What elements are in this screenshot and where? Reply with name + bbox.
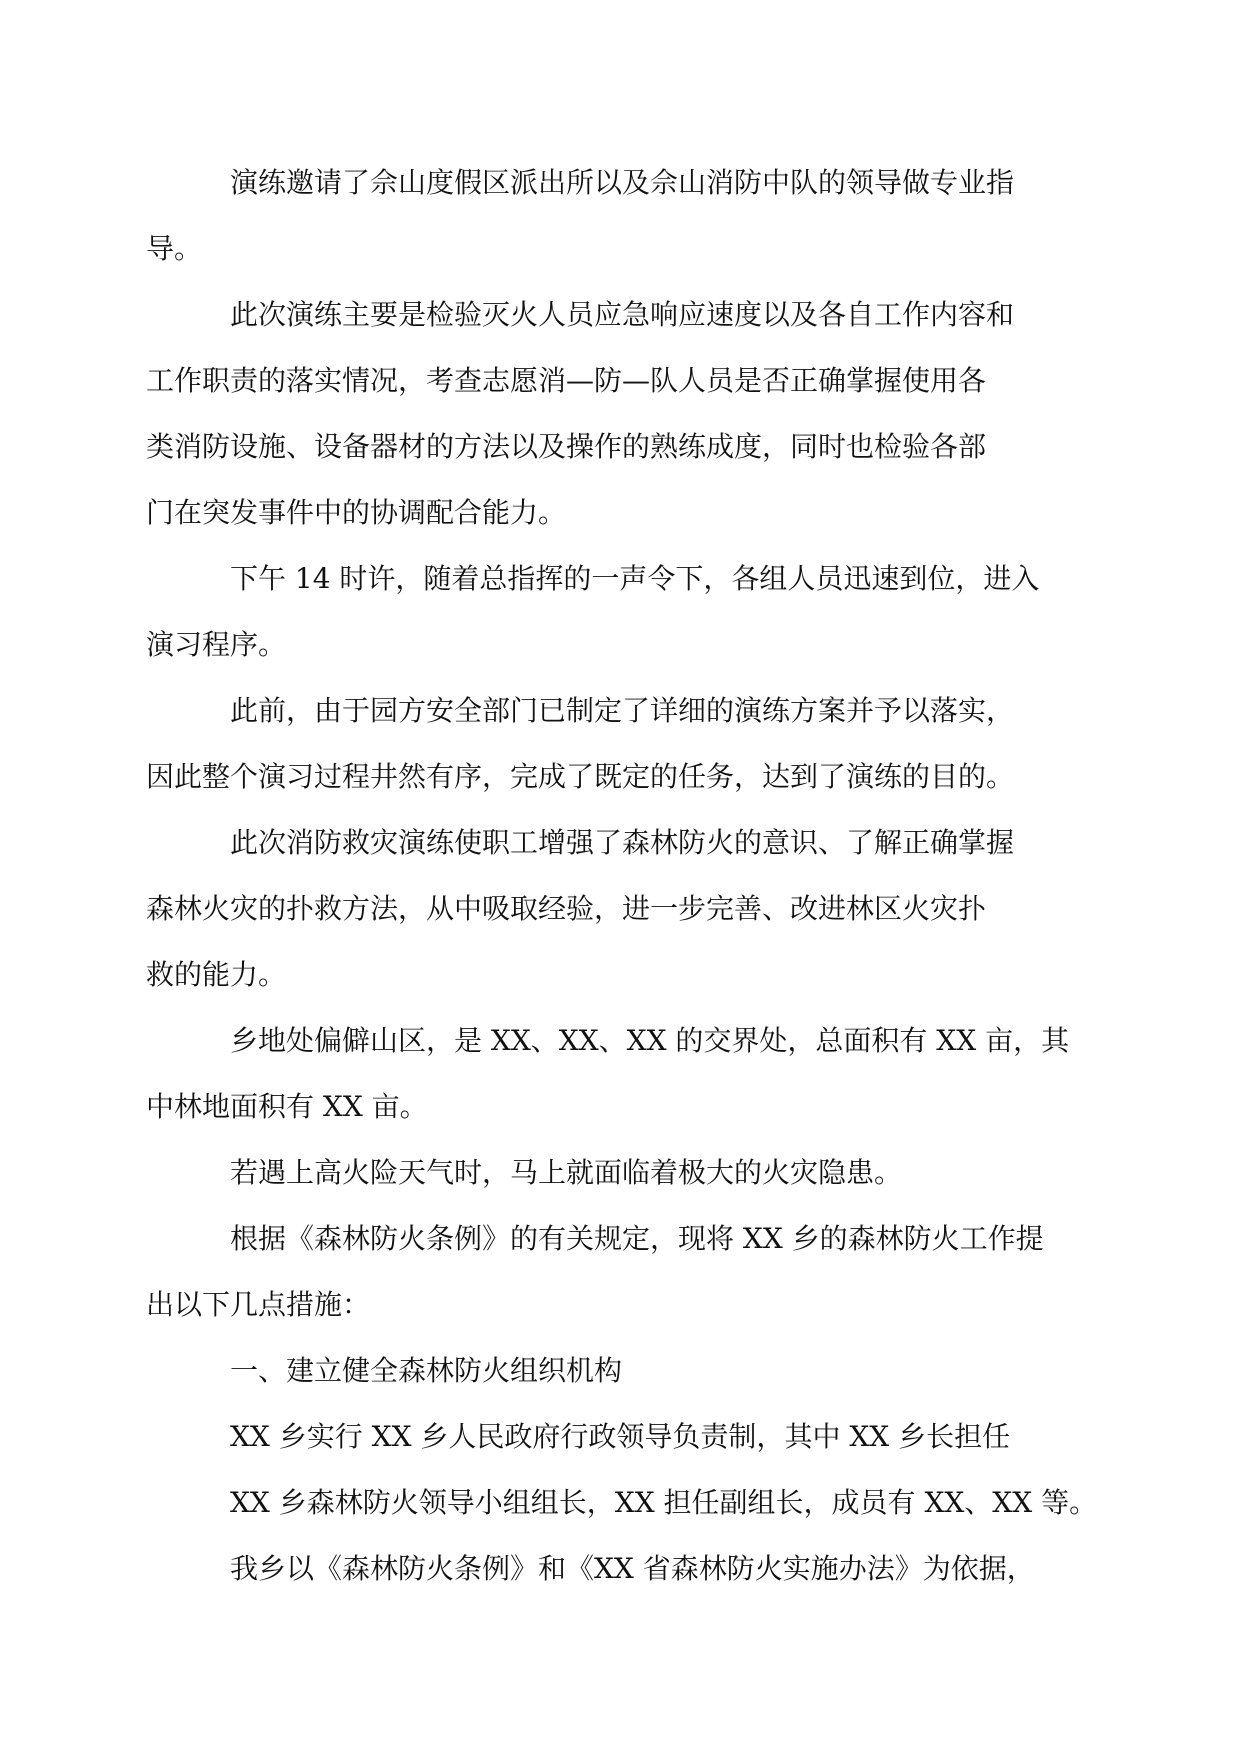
text-line: 救的能力。 [146,958,287,991]
paragraph [188,1470,1098,1536]
paragraph [146,1206,1056,1338]
text-line: 门在突发事件中的协调配合能力。 [146,496,567,529]
paragraph [146,546,1056,678]
text-line: 此前，由于园方安全部门已制定了详细的演练方案并予以落实， [230,694,1015,727]
text-line: 我乡以《森林防火条例》和《XX 省森林防火实施办法》为依据， [230,1552,1035,1585]
text-line: 根据《森林防火条例》的有关规定，现将 XX 乡的森林防火工作提 [230,1222,1044,1255]
text-line: 导。 [146,232,203,265]
paragraph [188,1404,1056,1470]
paragraph [146,810,1056,1008]
text-line: 一、建立健全森林防火组织机构 [230,1354,623,1387]
text-line: 工作职责的落实情况，考查志愿消—防—队人员是否正确掌握使用各 [146,364,987,397]
text-line: 中林地面积有 XX 亩。 [146,1090,428,1123]
paragraph [146,678,1056,810]
text-line: 下午 14 时许，随着总指挥的一声令下，各组人员迅速到位，进入 [230,562,1040,595]
text-line: 此次消防救灾演练使职工增强了森林防火的意识、了解正确掌握 [230,826,1015,859]
paragraph [146,150,1056,282]
text-line: XX 乡实行 XX 乡人民政府行政领导负责制，其中 XX 乡长担任 [230,1420,1011,1453]
text-line: 出以下几点措施： [146,1288,371,1321]
text-line: 因此整个演习过程井然有序，完成了既定的任务，达到了演练的目的。 [146,760,1015,793]
text-line: 演练邀请了佘山度假区派出所以及佘山消防中队的领导做专业指 [230,166,1015,199]
paragraph [188,1536,1056,1602]
paragraph [146,282,1056,546]
text-line: 若遇上高火险天气时，马上就面临着极大的火灾隐患。 [230,1156,903,1189]
section-heading [188,1338,1056,1404]
text-line: 此次演练主要是检验灭火人员应急响应速度以及各自工作内容和 [230,298,1015,331]
paragraph [146,1008,1070,1140]
text-line: 演习程序。 [146,628,287,661]
paragraph [188,1140,1056,1206]
document-body [146,150,1098,1602]
text-line: 类消防设施、设备器材的方法以及操作的熟练成度，同时也检验各部 [146,430,987,463]
text-line: 森林火灾的扑救方法，从中吸取经验，进一步完善、改进林区火灾扑 [146,892,987,925]
text-line: XX 乡森林防火领导小组组长，XX 担任副组长，成员有 XX、XX 等。 [230,1486,1098,1519]
text-line: 乡地处偏僻山区，是 XX、XX、XX 的交界处，总面积有 XX 亩，其 [230,1024,1070,1057]
